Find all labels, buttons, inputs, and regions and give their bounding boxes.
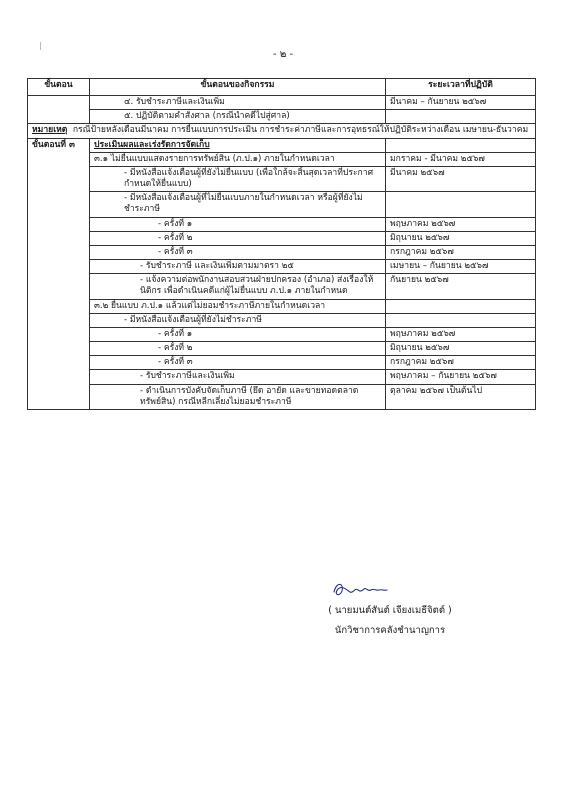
table-row (28, 96, 536, 110)
activity-cell: - ครั้งที่ ๑ (90, 217, 386, 231)
note-row (28, 124, 536, 138)
step3-title: ประเมินผลและเร่งรัดการจัดเก็บ (94, 139, 210, 150)
period-cell: มิถุนายน ๒๕๖๗ (386, 342, 536, 356)
table-row (28, 152, 536, 166)
activity-cell: - ครั้งที่ ๒ (90, 231, 386, 245)
activity-cell: - แจ้งความต่อพนักงานสอบสวนฝ่ายปกครอง (อำเภอ) ส่งเรื่องให้นิติกร เพื่อดำเนินคดีแก่ผู้ไม่ยื่นแบบ ภ.ป.๑ ภายในกำหนด (90, 274, 386, 299)
period-cell (386, 110, 536, 124)
note-text: กรณีป้ายหลังเดือนมีนาคม การยื่นแบบการประเมิน การชำระค่าภาษีและการอุทธรณ์ให้ปฏิบัติระหว่างเดือน เมษายน-ธันวาคม (72, 125, 529, 136)
period-cell: มีนาคม – กันยายน ๒๕๖๗ (386, 96, 536, 110)
table-row (28, 166, 536, 191)
signer-name: ( นายมนต์สันต์ เจียงเมธีจิตต์ ) (328, 605, 452, 616)
table-row (28, 138, 536, 152)
step3-label: ขั้นตอนที่ ๓ (28, 138, 90, 409)
period-cell: พฤษภาคม ๒๕๖๗ (386, 217, 536, 231)
activity-cell: ๕. ปฏิบัติตามคำสั่งศาล (กรณีนำคดีไปสู่ศาล) (90, 110, 386, 124)
period-cell: กรกฎาคม ๒๕๖๗ (386, 356, 536, 370)
note-cell (28, 124, 536, 138)
period-cell: กันยายน ๒๕๖๗ (386, 274, 536, 299)
activity-cell: ๔. รับชำระภาษีและเงินเพิ่ม (90, 96, 386, 110)
period-cell: พฤษภาคม ๒๕๖๗ (386, 327, 536, 341)
table-row (28, 342, 536, 356)
table-row (28, 217, 536, 231)
period-cell: มกราคม - มีนาคม ๒๕๖๗ (386, 152, 536, 166)
activity-cell: ๓.๒ ยื่นแบบ ภ.ป.๑ แล้วแต่ไม่ยอมชำระภาษีภายในกำหนดเวลา (90, 299, 386, 313)
period-cell: ตุลาคม ๒๕๖๗ เป็นต้นไป (386, 384, 536, 409)
header-activity: ขั้นตอนของกิจกรรม (90, 79, 386, 96)
step-cell-empty (28, 96, 90, 124)
table-row (28, 274, 536, 299)
activity-cell: - รับชำระภาษี และเงินเพิ่มตามมาตรา ๒๕ (90, 260, 386, 274)
table-row (28, 110, 536, 124)
schedule-table (27, 78, 536, 410)
activity-cell: - ดำเนินการบังคับจัดเก็บภาษี (ยึด อายัด และขายทอดตลาดทรัพย์สิน) กรณีหลีกเลี่ยงไม่ยอมชำระภาษี (90, 384, 386, 409)
period-cell (386, 313, 536, 327)
table-row (28, 327, 536, 341)
table-row (28, 192, 536, 217)
period-cell (386, 192, 536, 217)
table-row (28, 370, 536, 384)
activity-cell: - ครั้งที่ ๑ (90, 327, 386, 341)
activity-cell: - ครั้งที่ ๒ (90, 342, 386, 356)
period-cell: พฤษภาคม – กันยายน ๒๕๖๗ (386, 370, 536, 384)
header-step: ขั้นตอน (28, 79, 90, 96)
activity-cell: - ครั้งที่ ๓ (90, 356, 386, 370)
activity-cell: ๓.๑ ไม่ยื่นแบบแสดงรายการทรัพย์สิน (ภ.ป.๑) ภายในกำหนดเวลา (90, 152, 386, 166)
table-row (28, 356, 536, 370)
period-cell: เมษายน – กันยายน ๒๕๖๗ (386, 260, 536, 274)
period-cell (386, 299, 536, 313)
note-label: หมายเหตุ (32, 125, 68, 136)
table-row (28, 231, 536, 245)
period-cell: มิถุนายน ๒๕๖๗ (386, 231, 536, 245)
table-row (28, 313, 536, 327)
activity-cell: - รับชำระภาษีและเงินเพิ่ม (90, 370, 386, 384)
activity-cell: - มีหนังสือแจ้งเตือนผู้ที่ยังไม่ชำระภาษี (90, 313, 386, 327)
table-header-row (28, 79, 536, 96)
period-cell: กรกฎาคม ๒๕๖๗ (386, 245, 536, 259)
activity-cell: - ครั้งที่ ๓ (90, 245, 386, 259)
table-row (28, 260, 536, 274)
handwritten-signature (330, 578, 390, 600)
period-cell: มีนาคม ๒๕๖๗ (386, 166, 536, 191)
page-number: - ๒ - (272, 49, 294, 60)
step3-title-cell (90, 138, 386, 152)
table-row (28, 299, 536, 313)
activity-cell: - มีหนังสือแจ้งเตือนผู้ที่ไม่ยื่นแบบภายในกำหนดเวลา หรือผู้ที่ยังไม่ชำระภาษี (90, 192, 386, 217)
table-row (28, 245, 536, 259)
signer-position: นักวิชาการคลังชำนาญการ (334, 625, 446, 636)
header-period: ระยะเวลาที่ปฏิบัติ (386, 79, 536, 96)
activity-cell: - มีหนังสือแจ้งเตือนผู้ที่ยังไม่ยื่นแบบ (เพื่อใกล้จะสิ้นสุดเวลาที่ประกาศกำหนดให้ยื่นแบบ) (90, 166, 386, 191)
period-cell (386, 138, 536, 152)
table-row (28, 384, 536, 409)
